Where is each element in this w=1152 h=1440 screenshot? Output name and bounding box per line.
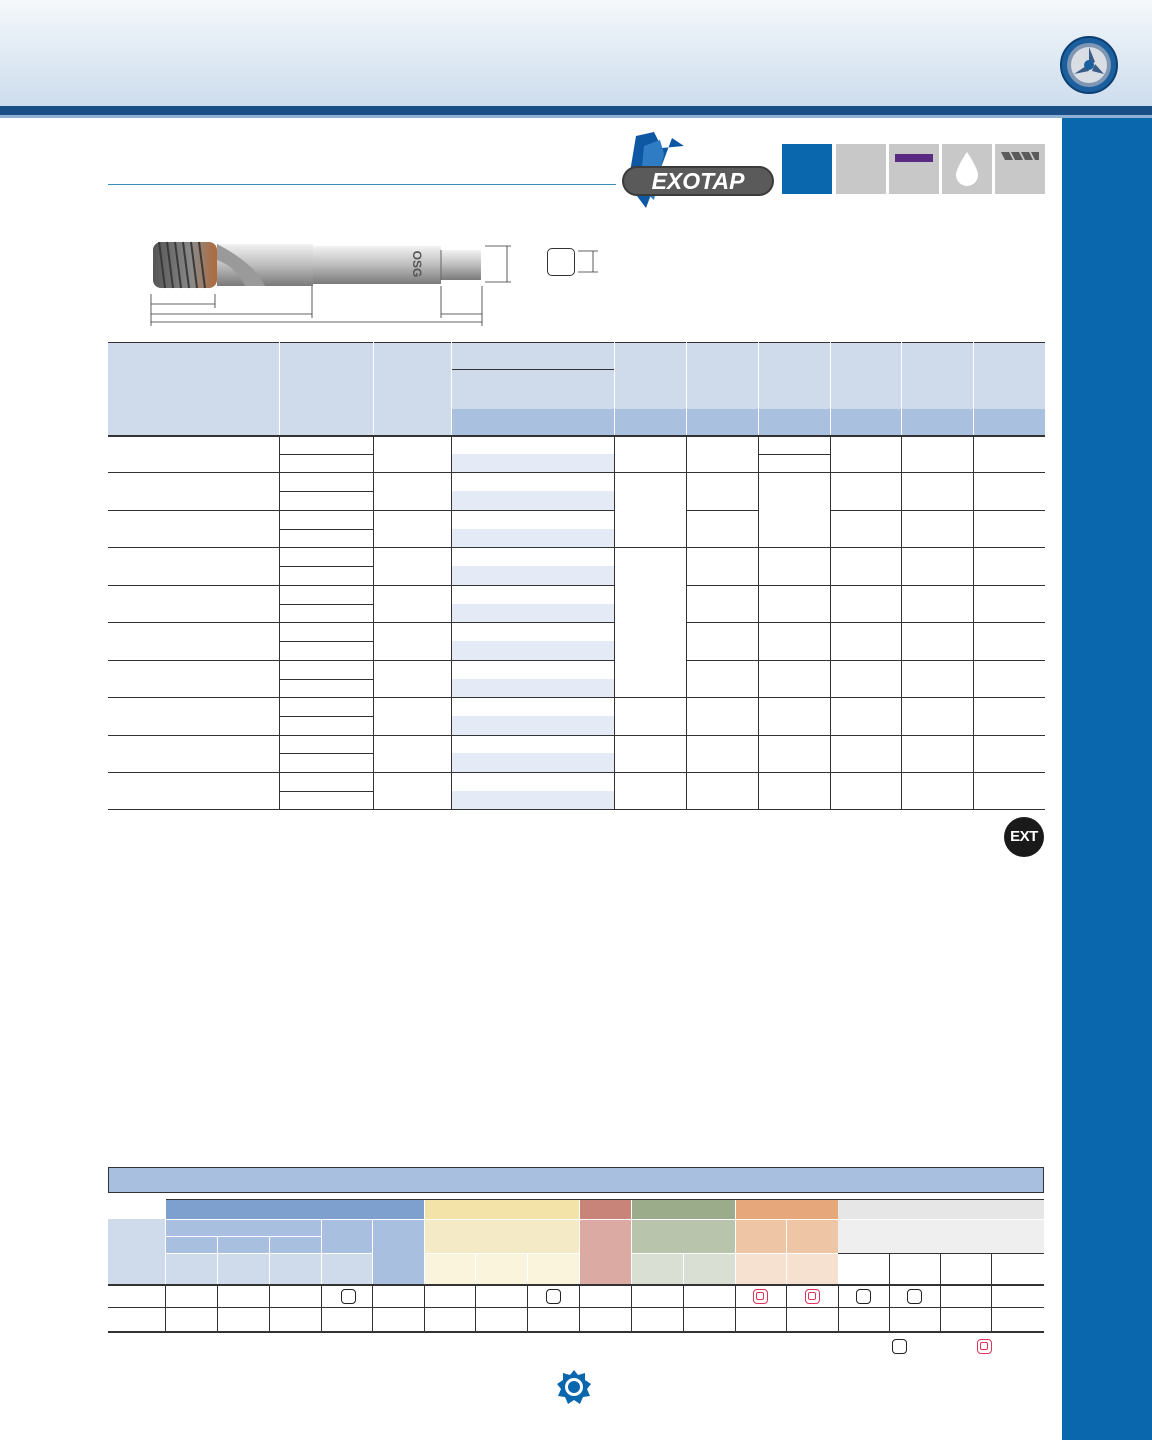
mark-circle [341, 1289, 356, 1304]
header-band [0, 0, 1152, 106]
mark-double-circle [805, 1289, 820, 1304]
legend-circle [892, 1339, 907, 1354]
tool-mark: OSG [410, 250, 424, 278]
specification-table [108, 342, 1045, 810]
badge-blue [782, 144, 832, 194]
mark-double-circle [753, 1289, 768, 1304]
legend-double-circle [977, 1339, 992, 1354]
header-bar [0, 106, 1152, 115]
badge-gray [836, 144, 886, 194]
osg-logo-icon [556, 1369, 592, 1405]
square-dimension [578, 250, 600, 274]
title-rule [108, 184, 616, 185]
mark-circle [907, 1289, 922, 1304]
drop-icon [942, 144, 992, 194]
square-icon [547, 248, 575, 276]
badge-purple-bar [889, 144, 939, 194]
application-table-title [108, 1167, 1044, 1193]
mark-circle [856, 1289, 871, 1304]
right-sidebar [1062, 118, 1152, 1440]
header-underline [0, 115, 1152, 118]
ext-badge: EXT [1004, 817, 1044, 857]
gear-icon [1060, 36, 1118, 94]
logo-text: EXOTAP [651, 168, 745, 194]
application-table [108, 1199, 1044, 1333]
tap-drawing [145, 234, 517, 334]
mark-circle [546, 1289, 561, 1304]
stripes-icon [995, 144, 1045, 194]
exotap-logo [614, 128, 778, 216]
